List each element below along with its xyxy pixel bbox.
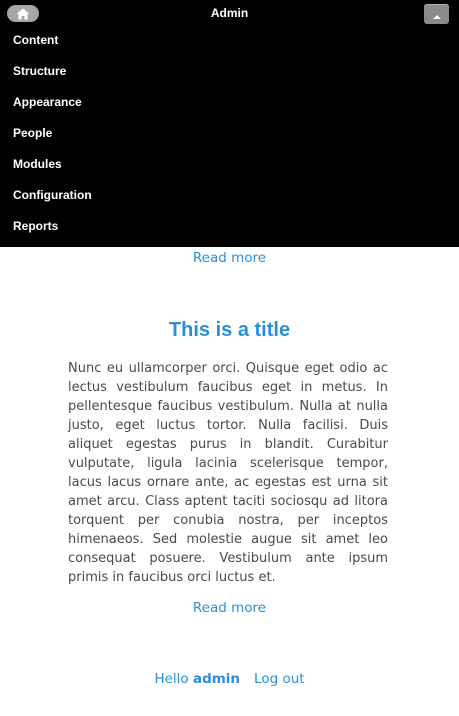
article-body: Nunc eu ullamcorper orci. Quisque eget odio ac lectus vestibulum faucibus eget in metus. In pellentesque faucibus vestibulum. Nulla at nulla justo, eget luctus tortor. Nulla facilisi. Duis aliquet egestas purus in blandit. Curabitur vulputate, ligula lacinia scelerisque tempor, lacus lacus ornare ante, ac egestas est urna sit amet arcu. Class aptent taciti sociosqu ad litora torquent per conubia nostra, per inceptos himenaeos. Sed molestie augue sit amet leo consequat posuere. Vestibulum ante ipsum primis in faucibus orci luctus et. [68, 361, 388, 585]
greeting-text: Hello [154, 671, 189, 687]
article-title-link[interactable]: This is a title [168, 319, 291, 341]
admin-menu [0, 25, 459, 242]
read-more-link[interactable]: Read more [192, 600, 267, 616]
menu-item-configuration[interactable]: Configuration [13, 188, 92, 202]
read-more-container [0, 600, 459, 616]
menu-item-reports[interactable]: Reports [13, 219, 59, 233]
menu-item-people[interactable]: People [13, 126, 53, 140]
read-more-container [0, 250, 459, 266]
menu-item-content[interactable]: Content [13, 33, 59, 47]
read-more-link[interactable]: Read more [192, 250, 267, 266]
collapse-toolbar-button[interactable] [424, 4, 449, 24]
triangle-up-icon [433, 15, 441, 19]
username: admin [192, 671, 241, 687]
logout-link[interactable]: Log out [254, 671, 305, 687]
menu-item-appearance[interactable]: Appearance [13, 95, 82, 109]
article-title[interactable] [0, 319, 459, 342]
user-profile-link[interactable] [154, 671, 240, 687]
toolbar-title: Admin [210, 6, 249, 20]
menu-item-modules[interactable]: Modules [13, 157, 62, 171]
menu-item-structure[interactable]: Structure [13, 64, 67, 78]
admin-toolbar [0, 0, 459, 247]
user-footer [0, 671, 459, 687]
